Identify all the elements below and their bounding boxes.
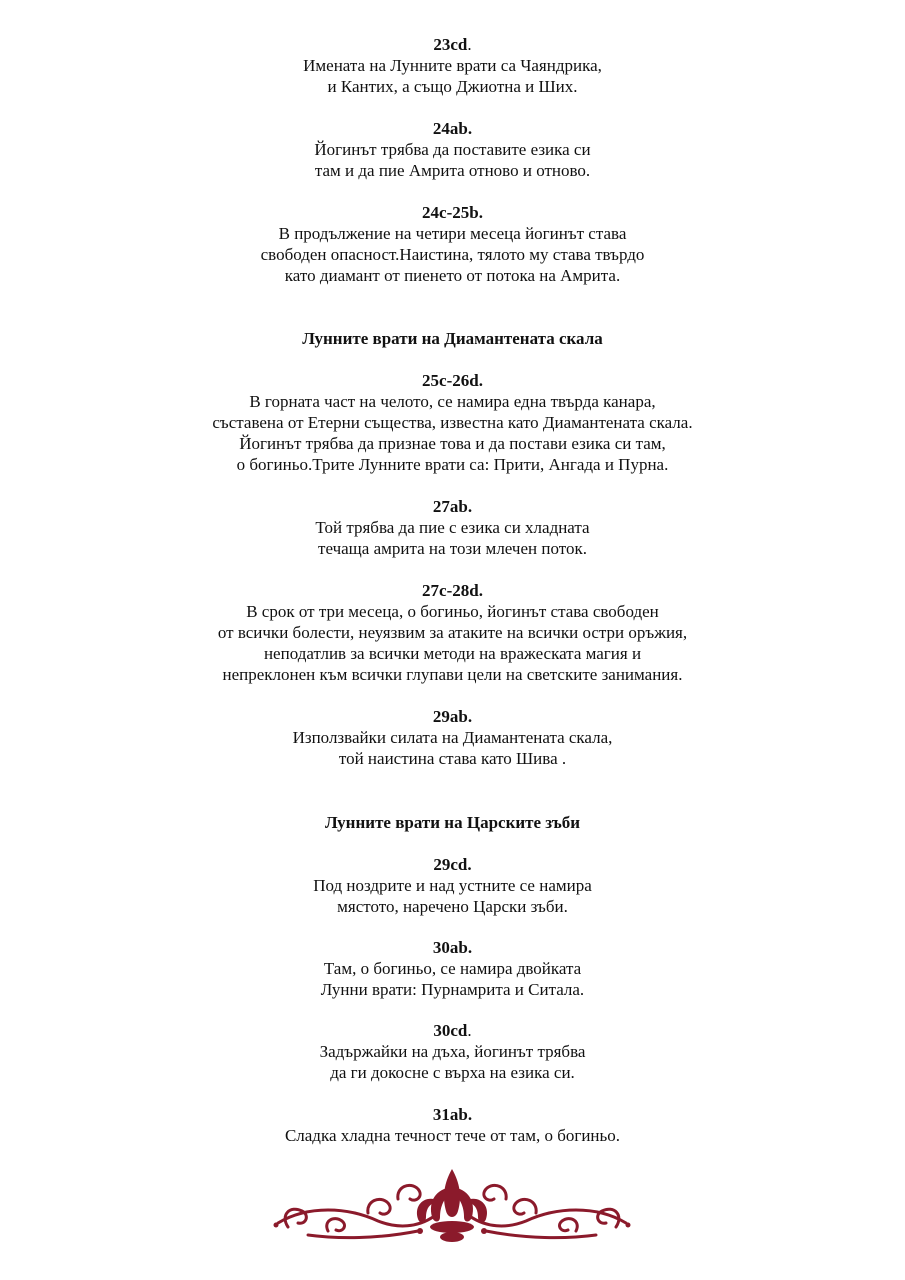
verse-number: 25c-26d. [422, 371, 483, 390]
ornamental-flourish-divider-icon [268, 1165, 636, 1247]
verse-line: той наистина става като Шива . [338, 749, 567, 768]
verse-line: В горната част на челото, се намира една твърда канара, [249, 392, 656, 411]
verse-number: 29ab. [432, 707, 473, 726]
verse-line: Там, о богиньо, се намира двойката [323, 959, 582, 978]
verse-line: Имената на Лунните врати са Чаяндрика, [303, 56, 602, 75]
verse-30ab [0, 937, 905, 1000]
verse-line: о богиньо.Трите Лунните врати са: Прити, Ангада и Пурна. [236, 455, 669, 474]
verse-line: да ги докосне с върха на езика си. [330, 1063, 575, 1082]
verse-number: 24ab. [432, 119, 473, 138]
verse-number: 31ab. [432, 1105, 473, 1124]
verse-27ab [0, 496, 905, 559]
verse-number: 23cd [433, 35, 468, 54]
verse-number: 27ab. [432, 497, 473, 516]
verse-number: 27c-28d. [422, 581, 483, 600]
verse-23cd [0, 34, 905, 97]
verse-line: Използвайки силата на Диамантената скала, [292, 728, 613, 747]
verse-number: 30ab. [432, 938, 473, 957]
verse-30cd [0, 1020, 905, 1083]
verse-line: свободен опасност.Наистина, тялото му става твърдо [260, 245, 645, 264]
verse-line: В срок от три месеца, о богиньо, йогинът става свободен [246, 602, 659, 621]
verse-line: от всички болести, неуязвим за атаките на всички остри оръжия, [217, 623, 688, 642]
verse-line: и Кантих, а също Джиотна и Ших. [327, 77, 578, 96]
verse-29cd [0, 854, 905, 917]
verse-number-suffix: . [467, 1021, 472, 1040]
verse-line: Йогинът трябва да поставите езика си [314, 140, 591, 159]
verse-line: непреклонен към всички глупави цели на светските занимания. [222, 665, 683, 684]
verse-number-suffix: . [467, 35, 472, 54]
verse-24ab [0, 118, 905, 181]
verse-line: Под ноздрите и над устните се намира [313, 876, 592, 895]
verse-29ab [0, 706, 905, 769]
section-heading-royal-teeth: Лунните врати на Царските зъби [324, 813, 581, 832]
verse-number: 24c-25b. [422, 203, 483, 222]
verse-line: неподатлив за всички методи на вражеската магия и [263, 644, 642, 663]
verse-line: мястото, наречено Царски зъби. [337, 897, 568, 916]
verse-line: Лунни врати: Пурнамрита и Ситала. [320, 980, 585, 999]
verse-line: В продължение на четири месеца йогинът става [278, 224, 627, 243]
verse-25c-26d [0, 370, 905, 475]
verse-24c-25b [0, 202, 905, 286]
verse-line: съставена от Етерни същества, известна като Диамантената скала. [212, 413, 693, 432]
verse-line: Сладка хладна течност тече от там, о богиньо. [284, 1126, 621, 1145]
section-heading-diamond-rock: Лунните врати на Диамантената скала [302, 329, 603, 348]
verse-line: Той трябва да пие с езика си хладната [315, 518, 590, 537]
verse-27c-28d [0, 580, 905, 685]
verse-31ab [0, 1104, 905, 1146]
verse-line: като диамант от пиенето от потока на Амрита. [284, 266, 621, 285]
verse-number: 30cd [433, 1021, 468, 1040]
verse-line: течаща амрита на този млечен поток. [318, 539, 587, 558]
verse-line: там и да пие Амрита отново и отново. [314, 161, 591, 180]
verse-number: 29cd. [433, 855, 472, 874]
verse-line: Задържайки на дъха, йогинът трябва [319, 1042, 586, 1061]
verse-line: Йогинът трябва да признае това и да постави езика си там, [239, 434, 666, 453]
